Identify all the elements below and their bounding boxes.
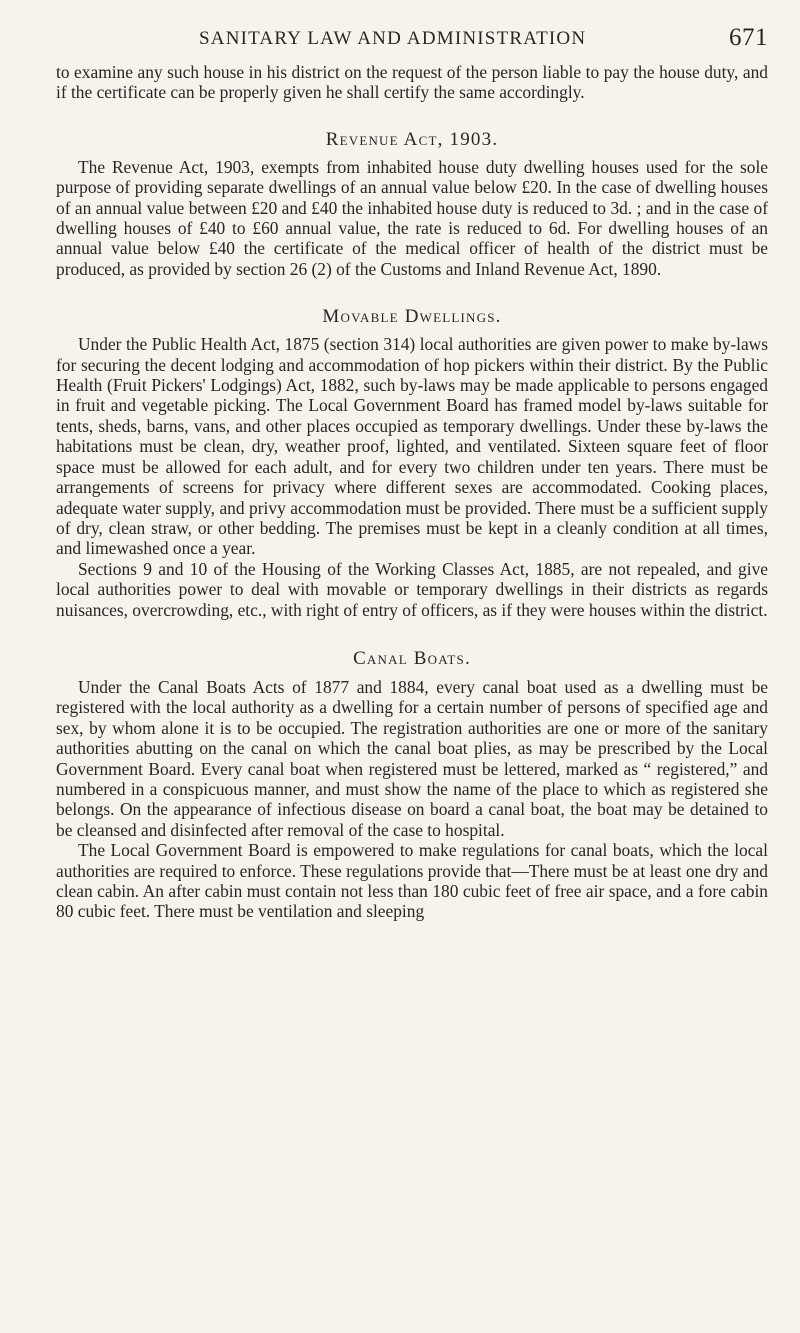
paragraph-movable-dwellings-2: Sections 9 and 10 of the Housing of the Working Classes Act, 1885, are not repealed, and give local authorities power to deal with movable or temporary dwellings in their districts as regards nuisances, overcrowding, etc., with right of entry of officers, as if they were houses within the district. (56, 558, 768, 620)
heading-movable-dwellings: Movable Dwellings. (322, 306, 502, 328)
heading-revenue-act: Revenue Act, 1903. (325, 128, 499, 150)
intro-paragraph: to examine any such house in his district on the request of the person liable to pay the house duty, and if the certificate can be properly given he shall certify the same accordingly. (56, 62, 768, 103)
running-title: SANITARY LAW AND ADMINISTRATION (199, 28, 587, 49)
running-header (56, 0, 768, 60)
paragraph-revenue-act: The Revenue Act, 1903, exempts from inhabited house duty dwelling houses used for the sole purpose of providing separate dwellings of an annual value below £20. In the case of dwelling houses of an annual value between £20 and £40 the inhabited house duty is reduced to 3d. ; and in the case of dwelling houses of £40 to £60 annual value, the rate is reduced to 6d. For dwelling houses of an annual value below £40 the certificate of the medical officer of health of the district must be produced, as provided by section 26 (2) of the Customs and Inland Revenue Act, 1890. (56, 156, 768, 279)
paragraph-canal-boats-2: The Local Government Board is empowered to make regulations for canal boats, which the local authorities are required to enforce. These regulations provide that—There must be at least one dry and clean cabin. An after cabin must contain not less than 180 cubic feet of free air space, and a fore cabin 80 cubic feet. There must be ventilation and sleeping (56, 840, 768, 922)
page-number: 671 (729, 24, 768, 51)
paragraph-movable-dwellings-1: Under the Public Health Act, 1875 (section 314) local authorities are given power to make by-laws for securing the decent lodging and accommodation of hop pickers within their district. By the Public Health (Fruit Pickers' Lodgings) Act, 1882, such by-laws may be made applicable to persons engaged in fruit and vegetable picking. The Local Government Board has framed model by-laws suitable for tents, sheds, barns, vans, and other places occupied as temporary dwellings. Under these by-laws the habitations must be clean, dry, weather proof, lighted, and ventilated. Sixteen square feet of floor space must be allowed for each adult, and for every two children under ten years. There must be arrangements of screens for privacy where different sexes are accommodated. Cooking places, adequate water supply, and privy accommodation must be provided. There must be a sufficient supply of dry, clean straw, or other bedding. The premises must be kept in a cleanly condition at all times, and limewashed once a year. (56, 334, 768, 559)
paragraph-canal-boats-1: Under the Canal Boats Acts of 1877 and 1884, every canal boat used as a dwelling must be registered with the local authority as a dwelling for a certain number of persons of specified age and sex, by whom alone it is to be occupied. The registration authorities are one or more of the sanitary authorities abutting on the canal on which the canal boat plies, as may be prescribed by the Local Government Board. Every canal boat when registered must be lettered, marked as “ registered,” and numbered in a conspicuous manner, and must show the name of the place to which as registered she belongs. On the appearance of infectious disease on board a canal boat, the boat may be detained to be cleansed and disinfected after removal of the case to hospital. (56, 676, 768, 840)
heading-canal-boats: Canal Boats. (353, 647, 471, 669)
